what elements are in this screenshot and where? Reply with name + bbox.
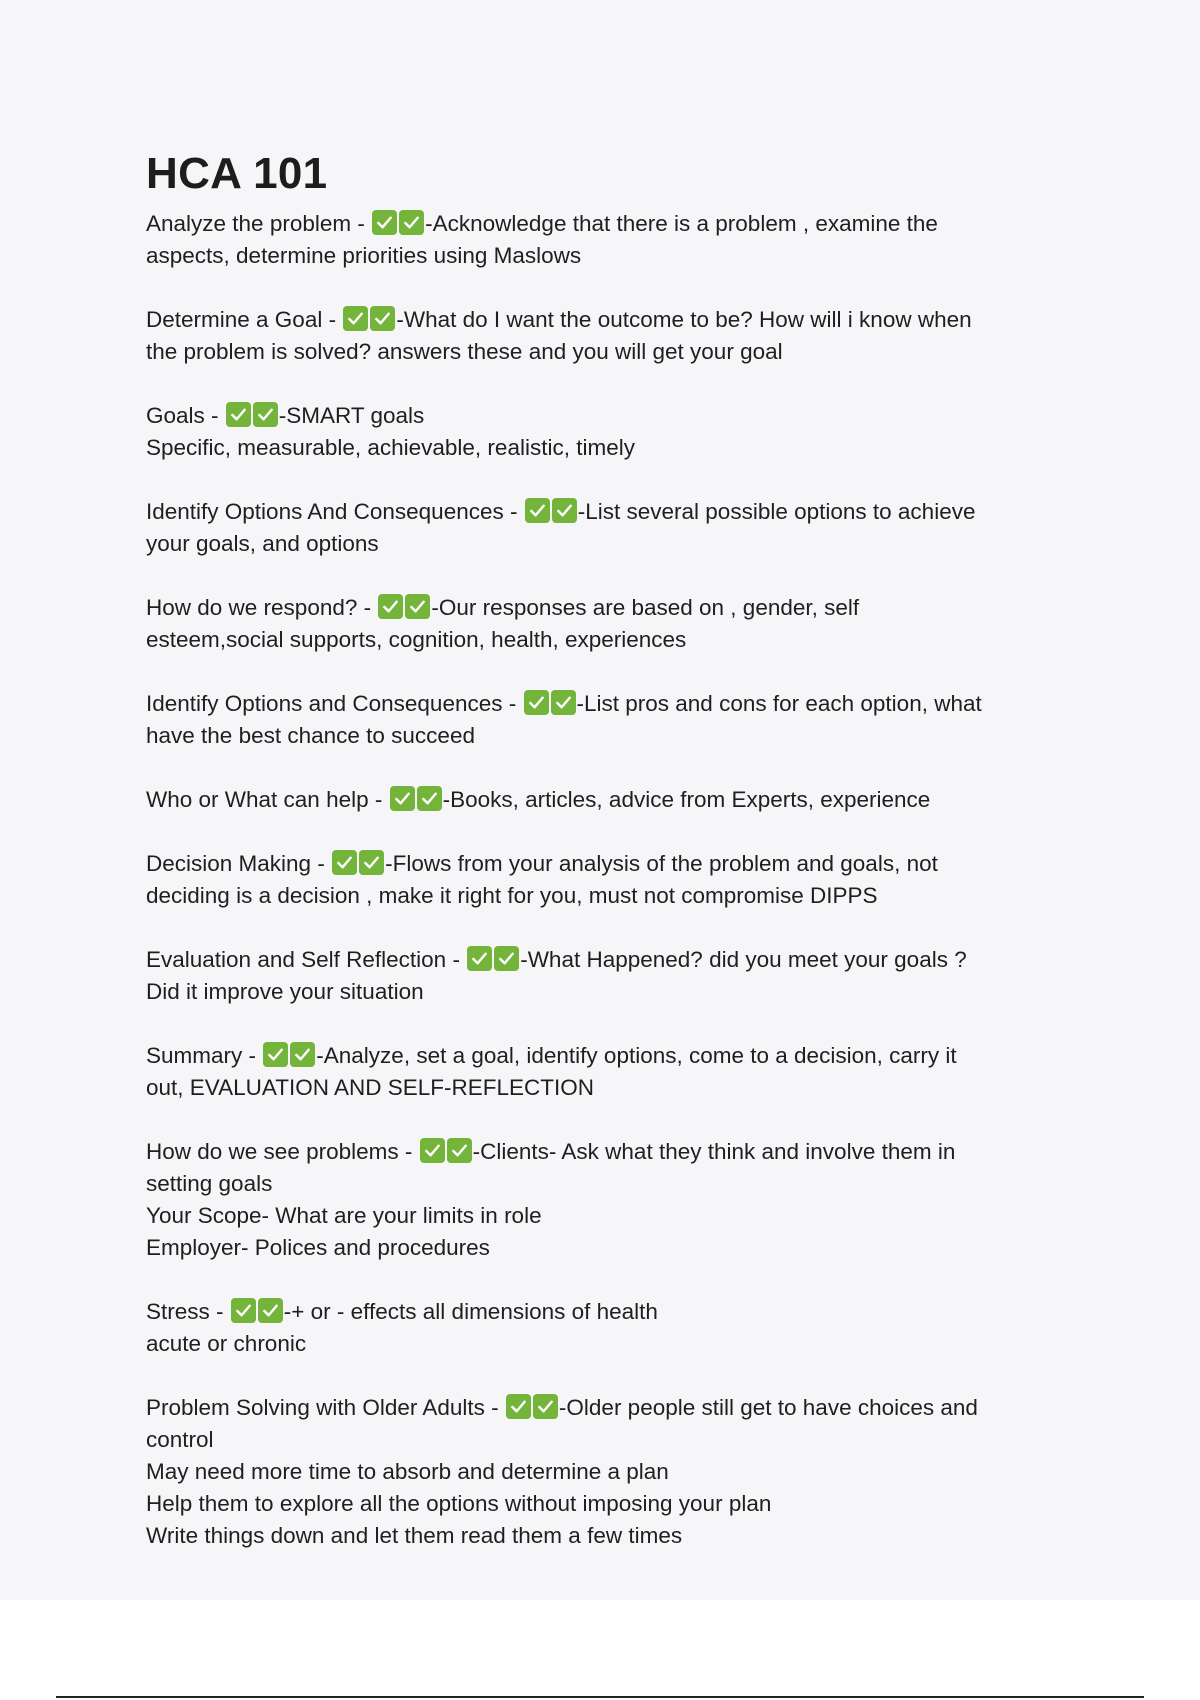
entry-definition-continued: Help them to explore all the options without imposing your plan — [146, 1491, 772, 1516]
check-mark-icon — [417, 786, 442, 811]
entry-list — [146, 208, 1066, 1552]
entry-definition-continued: Employer- Polices and procedures — [146, 1235, 490, 1260]
document-title: HCA 101 — [146, 149, 328, 198]
flashcard-entry — [146, 1392, 1066, 1552]
check-mark-icon — [399, 210, 424, 235]
flashcard-entry — [146, 1040, 1066, 1104]
entry-definition: -List several possible options to achieve — [577, 499, 976, 524]
entry-definition: -Older people still get to have choices and — [558, 1395, 978, 1420]
entry-line — [146, 240, 1066, 272]
entry-term: Problem Solving with Older Adults - — [146, 1395, 499, 1420]
entry-definition: -Our responses are based on , gender, self — [431, 595, 860, 620]
flashcard-entry — [146, 592, 1066, 656]
check-mark-icon — [253, 402, 278, 427]
entry-line — [146, 528, 1066, 560]
check-mark-icon — [533, 1394, 558, 1419]
entry-first-line — [146, 1296, 1066, 1328]
entry-line — [146, 432, 1066, 464]
entry-line — [146, 1488, 1066, 1520]
entry-first-line — [146, 400, 1066, 432]
entry-first-line — [146, 848, 1066, 880]
check-mark-icon — [378, 594, 403, 619]
entry-definition: -What do I want the outcome to be? How will i know when — [396, 307, 972, 332]
flashcard-entry — [146, 944, 1066, 1008]
entry-definition: -SMART goals — [278, 403, 425, 428]
check-mark-icon — [506, 1394, 531, 1419]
entry-definition-continued: setting goals — [146, 1171, 273, 1196]
flashcard-entry — [146, 496, 1066, 560]
entry-definition-continued: have the best chance to succeed — [146, 723, 475, 748]
flashcard-entry — [146, 848, 1066, 912]
check-mark-icon — [494, 946, 519, 971]
document-content — [146, 148, 1066, 1584]
entry-definition-continued: your goals, and options — [146, 531, 379, 556]
check-mark-icon — [226, 402, 251, 427]
entry-definition: -Acknowledge that there is a problem , examine the — [425, 211, 938, 236]
entry-term: How do we respond? - — [146, 595, 372, 620]
entry-line — [146, 1168, 1066, 1200]
entry-definition-continued: control — [146, 1427, 214, 1452]
entry-line — [146, 1072, 1066, 1104]
entry-term: Evaluation and Self Reflection - — [146, 947, 460, 972]
entry-term: Decision Making - — [146, 851, 325, 876]
entry-definition-continued: aspects, determine priorities using Maslows — [146, 243, 582, 268]
entry-first-line — [146, 944, 1066, 976]
check-mark-icon — [263, 1042, 288, 1067]
check-mark-icon — [343, 306, 368, 331]
entry-line — [146, 1328, 1066, 1360]
entry-term: Analyze the problem - — [146, 211, 365, 236]
check-mark-icon — [420, 1138, 445, 1163]
entry-definition: -Analyze, set a goal, identify options, come to a decision, carry it — [316, 1043, 957, 1068]
entry-first-line — [146, 304, 1066, 336]
entry-term: Identify Options and Consequences - — [146, 691, 517, 716]
entry-definition-continued: deciding is a decision , make it right for you, must not compromise DIPPS — [146, 883, 878, 908]
check-mark-icon — [370, 306, 395, 331]
check-mark-icon — [290, 1042, 315, 1067]
entry-first-line — [146, 592, 1066, 624]
entry-first-line — [146, 1040, 1066, 1072]
entry-first-line — [146, 208, 1066, 240]
check-mark-icon — [524, 690, 549, 715]
entry-line — [146, 336, 1066, 368]
entry-first-line — [146, 688, 1066, 720]
flashcard-entry — [146, 688, 1066, 752]
entry-term: Who or What can help - — [146, 787, 383, 812]
entry-line — [146, 880, 1066, 912]
entry-line — [146, 1520, 1066, 1552]
entry-line — [146, 1200, 1066, 1232]
flashcard-entry — [146, 784, 1066, 816]
entry-first-line — [146, 1392, 1066, 1424]
entry-definition-continued: esteem,social supports, cognition, health, experiences — [146, 627, 687, 652]
flashcard-entry — [146, 304, 1066, 368]
flashcard-entry — [146, 1296, 1066, 1360]
entry-line — [146, 1232, 1066, 1264]
check-mark-icon — [359, 850, 384, 875]
entry-term: Determine a Goal - — [146, 307, 337, 332]
entry-definition-continued: Write things down and let them read them a few times — [146, 1523, 683, 1548]
check-mark-icon — [405, 594, 430, 619]
entry-line — [146, 1456, 1066, 1488]
entry-definition-continued: Your Scope- What are your limits in role — [146, 1203, 542, 1228]
entry-definition: -+ or - effects all dimensions of health — [283, 1299, 658, 1324]
entry-definition: -What Happened? did you meet your goals ? — [520, 947, 967, 972]
entry-definition: -Flows from your analysis of the problem and goals, not — [385, 851, 938, 876]
check-mark-icon — [258, 1298, 283, 1323]
bottom-divider — [56, 1696, 1144, 1698]
entry-definition-continued: Specific, measurable, achievable, realistic, timely — [146, 435, 635, 460]
check-mark-icon — [231, 1298, 256, 1323]
entry-first-line — [146, 784, 1066, 816]
check-mark-icon — [447, 1138, 472, 1163]
flashcard-entry — [146, 1136, 1066, 1264]
check-mark-icon — [390, 786, 415, 811]
entry-definition-continued: the problem is solved? answers these and you will get your goal — [146, 339, 783, 364]
entry-line — [146, 624, 1066, 656]
check-mark-icon — [467, 946, 492, 971]
entry-first-line — [146, 1136, 1066, 1168]
check-mark-icon — [551, 690, 576, 715]
check-mark-icon — [525, 498, 550, 523]
entry-definition: -Clients- Ask what they think and involve them in — [472, 1139, 956, 1164]
entry-term: How do we see problems - — [146, 1139, 413, 1164]
entry-definition-continued: out, EVALUATION AND SELF-REFLECTION — [146, 1075, 595, 1100]
check-mark-icon — [552, 498, 577, 523]
entry-term: Stress - — [146, 1299, 224, 1324]
entry-definition-continued: May need more time to absorb and determine a plan — [146, 1459, 669, 1484]
entry-term: Summary - — [146, 1043, 257, 1068]
entry-definition: -List pros and cons for each option, what — [576, 691, 982, 716]
entry-definition: -Books, articles, advice from Experts, experience — [442, 787, 931, 812]
entry-line — [146, 1424, 1066, 1456]
flashcard-entry — [146, 400, 1066, 464]
entry-definition-continued: Did it improve your situation — [146, 979, 424, 1004]
check-mark-icon — [332, 850, 357, 875]
flashcard-entry — [146, 208, 1066, 272]
entry-definition-continued: acute or chronic — [146, 1331, 307, 1356]
entry-line — [146, 976, 1066, 1008]
entry-term: Goals - — [146, 403, 219, 428]
entry-term: Identify Options And Consequences - — [146, 499, 518, 524]
check-mark-icon — [372, 210, 397, 235]
entry-line — [146, 720, 1066, 752]
entry-first-line — [146, 496, 1066, 528]
